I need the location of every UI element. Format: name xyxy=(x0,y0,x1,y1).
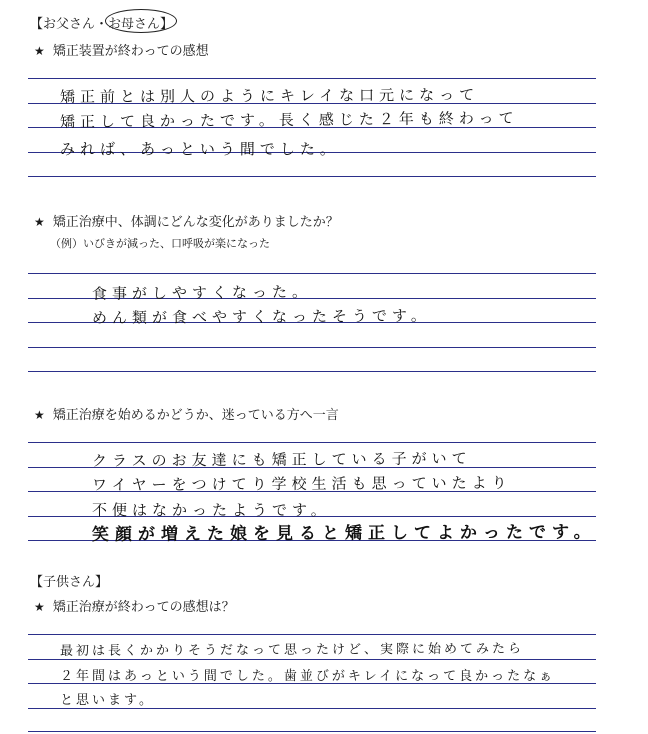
parent-answer-1-line-3: みれば、あっという間でした。 xyxy=(60,140,340,158)
star-icon: ★ xyxy=(34,44,45,58)
parent-question-2-text: 矯正治療中、体調にどんな変化がありましたか？ xyxy=(52,215,339,230)
child-answer-1-line-1: 最初は長くかかりそうだなって思ったけど、実際に始めてみたら xyxy=(59,641,525,659)
child-question-1-text: 矯正治療が終わっての感想は？ xyxy=(52,600,235,615)
answer-rule xyxy=(28,273,596,274)
child-question-1 xyxy=(34,596,235,615)
parent-question-3-text: 矯正治療を始めるかどうか、迷っている方へ一言 xyxy=(52,408,339,423)
parent-answer-3-line-4: 笑顔が増えた娘を見ると矯正してよかったです。 xyxy=(91,522,597,545)
parent-header-circled: お母さん xyxy=(108,17,161,32)
parent-answer-1-line-2: 矯正して良かったです。長く感じた２年も終わって xyxy=(59,108,519,131)
answer-rule xyxy=(28,78,596,79)
answer-rule xyxy=(28,442,596,443)
answer-rule xyxy=(28,708,596,709)
answer-rule xyxy=(28,347,596,348)
parent-question-2-example: （例）いびきが減った、口呼吸が楽になった xyxy=(50,237,270,250)
parent-answer-3-line-2: ワイヤーをつけてり学校生活も思っていたより xyxy=(91,473,512,494)
answer-rule xyxy=(28,176,596,177)
parent-header-prefix: 【お父さん・ xyxy=(30,17,109,32)
parent-answer-2-line-1: 食事がしやすくなった。 xyxy=(91,282,313,303)
parent-header-suffix: 】 xyxy=(160,17,174,32)
answer-rule xyxy=(28,634,596,635)
star-icon: ★ xyxy=(34,408,45,422)
star-icon: ★ xyxy=(34,600,45,614)
answer-rule xyxy=(28,659,596,660)
parent-question-1 xyxy=(34,40,209,59)
parent-answer-3-line-3: 不便はなかったようです。 xyxy=(92,501,331,519)
answer-rule xyxy=(28,731,596,732)
child-answer-1-line-3: と思います。 xyxy=(60,693,155,708)
parent-question-1-text: 矯正装置が終わっての感想 xyxy=(52,44,209,59)
child-answer-1-line-2: ２年間はあっという間でした。歯並びがキレイになって良かったなぁ xyxy=(60,669,556,684)
star-icon: ★ xyxy=(34,215,45,229)
answer-rule xyxy=(28,371,596,372)
parent-answer-1-line-1: 矯正前とは別人のようにキレイな口元になって xyxy=(59,85,480,106)
parent-answer-2-line-2: めん類が食べやすくなったそうです。 xyxy=(91,306,431,327)
parent-answer-3-line-1: クラスのお友達にも矯正している子がいて xyxy=(91,449,472,470)
child-header: 【子供さん】 xyxy=(30,575,109,590)
circle-mark xyxy=(105,9,177,33)
parent-question-2 xyxy=(34,211,339,230)
parent-question-3 xyxy=(34,404,339,423)
